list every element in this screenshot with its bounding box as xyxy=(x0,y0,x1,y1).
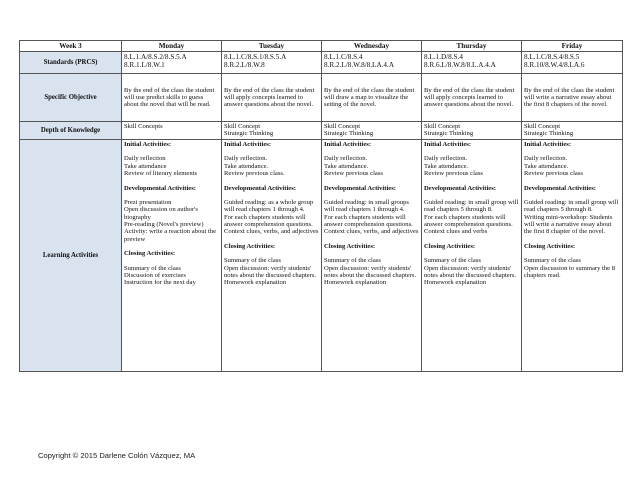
activities-cell-wednesday xyxy=(322,140,422,372)
section-spacer xyxy=(524,148,620,155)
initial-activity-item: Take attendance. xyxy=(524,162,569,170)
dok-item: Skill Concepts xyxy=(124,123,163,131)
section-spacer xyxy=(524,250,620,257)
standards-cell-monday xyxy=(122,52,222,74)
section-spacer xyxy=(324,250,419,257)
day-header-thursday: Thursday xyxy=(422,41,522,52)
closing-activity-item: Instruction for the next day xyxy=(124,279,196,287)
closing-activity-item: Open discussion: verify students' notes about the discussed chapters. xyxy=(224,264,317,279)
initial-activity-item: Daily reflection. xyxy=(524,155,568,163)
standards-cell-wednesday xyxy=(322,52,422,74)
dok-item: Skill Concept xyxy=(324,123,361,131)
developmental-activities-heading: Developmental Activities: xyxy=(324,184,396,192)
initial-activity-item: Daily reflection. xyxy=(224,155,268,163)
initial-activity-item: Review previous class xyxy=(424,170,483,178)
standards-cell-friday xyxy=(522,52,623,74)
developmental-activity-item: Guided reading: as a whole group will read chapters 1 through 4. xyxy=(224,198,314,214)
section-spacer xyxy=(124,178,219,185)
initial-activities-heading: Initial Activities: xyxy=(424,141,472,149)
section-spacer xyxy=(424,178,519,185)
dok-item: Strategic Thinking xyxy=(324,130,374,138)
section-spacer xyxy=(224,192,319,199)
section-spacer xyxy=(324,192,419,199)
standards-label: Standards (PRCS) xyxy=(20,52,122,74)
closing-activity-item: Summary of the class xyxy=(524,257,581,265)
standards-row xyxy=(20,52,623,74)
dok-cell-thursday xyxy=(422,122,522,140)
dok-item: Skill Concept xyxy=(224,123,261,131)
developmental-activity-item: Open discussion on author's biography xyxy=(124,206,198,221)
activities-row xyxy=(20,140,623,372)
section-spacer xyxy=(124,148,219,155)
day-header-wednesday: Wednesday xyxy=(322,41,422,52)
developmental-activity-item: Pre-reading (Novel's preview) xyxy=(124,221,204,229)
section-spacer xyxy=(524,192,620,199)
day-header-tuesday: Tuesday xyxy=(222,41,322,52)
developmental-activities-heading: Developmental Activities: xyxy=(524,184,596,192)
closing-activity-item: Homework explanation xyxy=(224,279,287,287)
initial-activity-item: Take attendance xyxy=(124,162,167,170)
copyright-notice: Copyright © 2015 Darlene Colón Vázquez, MA xyxy=(38,451,196,460)
standard-code: 8.L.1.A/8.S.2/8.S.5.A xyxy=(124,53,187,62)
initial-activity-item: Daily reflection xyxy=(124,155,166,163)
dok-item: Strategic Thinking xyxy=(424,130,474,138)
activities-label: Learning Activities xyxy=(20,140,122,372)
section-spacer xyxy=(224,148,319,155)
header-row xyxy=(20,41,623,52)
dok-item: Strategic Thinking xyxy=(224,130,274,138)
standard-code: 8.L.1.C/8.S.4 xyxy=(324,53,363,62)
standard-code: 8.L.1.C/8.S.4/8.S.5 xyxy=(524,53,580,62)
section-spacer xyxy=(524,178,620,185)
developmental-activity-item: Guided reading: in small group will read chapters 5 through 8. xyxy=(424,198,519,214)
developmental-activity-item: Guided reading: in small group will read chapters 5 through 8. xyxy=(524,198,619,214)
initial-activities-heading: Initial Activities: xyxy=(224,141,272,149)
dok-row xyxy=(20,122,623,140)
developmental-activity-item: Context clues, verbs, and adjectives xyxy=(324,228,419,236)
initial-activity-item: Review previous class xyxy=(524,170,583,178)
standard-code: 8.R.10/8.W.4/8.LA.6 xyxy=(524,61,585,70)
section-spacer xyxy=(324,178,419,185)
dok-item: Skill Concept xyxy=(424,123,461,131)
closing-activities-heading: Closing Activities: xyxy=(224,242,276,250)
standard-code: 8.L.1.D/8.S.4 xyxy=(424,53,463,62)
dok-cell-tuesday xyxy=(222,122,322,140)
objective-label: Specific Objective xyxy=(20,74,122,122)
section-spacer xyxy=(324,236,419,243)
section-spacer xyxy=(124,258,219,265)
lesson-plan-table xyxy=(19,40,623,372)
initial-activity-item: Take attendance. xyxy=(324,162,369,170)
objective-cell-friday: By the end of the class the student will write a narrative essay about the first 8 chapters of the novel. xyxy=(522,74,623,122)
closing-activity-item: Summary of the class xyxy=(424,257,481,265)
initial-activity-item: Daily reflection. xyxy=(324,155,368,163)
developmental-activity-item: For each chapters students will answer comprehension questions. xyxy=(224,213,313,229)
section-spacer xyxy=(424,192,519,199)
objective-cell-tuesday: By the end of the class the student will apply concepts learned to answer questions about the novel. xyxy=(222,74,322,122)
initial-activity-item: Take attendance. xyxy=(224,162,269,170)
section-spacer xyxy=(424,236,519,243)
developmental-activity-item: For each chapters students will answer comprehension questions. xyxy=(424,213,513,229)
initial-activity-item: Review previous class. xyxy=(224,170,285,178)
standards-cell-tuesday xyxy=(222,52,322,74)
developmental-activity-item: Context clues, verbs, and adjectives xyxy=(224,228,319,236)
initial-activity-item: Review of literary elements xyxy=(124,170,198,178)
closing-activity-item: Open discussion: verify students' notes about the discussed chapters. xyxy=(424,264,517,279)
closing-activities-heading: Closing Activities: xyxy=(424,242,476,250)
initial-activities-heading: Initial Activities: xyxy=(524,141,572,149)
week-label: Week 3 xyxy=(20,41,122,52)
closing-activity-item: Summary of the class xyxy=(224,257,281,265)
developmental-activity-item: Guided reading: in small groups will read chapters 1 through 4. xyxy=(324,198,409,214)
objective-row xyxy=(20,74,623,122)
developmental-activities-heading: Developmental Activities: xyxy=(124,184,196,192)
section-spacer xyxy=(424,250,519,257)
dok-cell-friday xyxy=(522,122,623,140)
closing-activities-heading: Closing Activities: xyxy=(524,242,576,250)
section-spacer xyxy=(224,236,319,243)
closing-activity-item: Open discussion: verify students' notes about the discussed chapters. xyxy=(324,264,417,279)
closing-activity-item: Discussion of exercises xyxy=(124,271,186,279)
activities-cell-thursday xyxy=(422,140,522,372)
developmental-activity-item: Context clues and verbs xyxy=(424,228,488,236)
closing-activity-item: Summary of the class xyxy=(324,257,381,265)
standard-code: 8.R.6.L/8.W.8/8.L.A.4.A xyxy=(424,61,496,70)
objective-cell-wednesday: By the end of the class the student will draw a map to visualize the setting of the novel. xyxy=(322,74,422,122)
developmental-activities-heading: Developmental Activities: xyxy=(424,184,496,192)
dok-cell-monday xyxy=(122,122,222,140)
dok-item: Strategic Thinking xyxy=(524,130,574,138)
section-spacer xyxy=(224,250,319,257)
activities-cell-monday xyxy=(122,140,222,372)
dok-cell-wednesday xyxy=(322,122,422,140)
closing-activity-item: Homework explanation xyxy=(324,279,387,287)
developmental-activity-item: Writing mini-workshop: Students will write a narrative essay about the first 8 chapter of the novel. xyxy=(524,213,613,236)
objective-cell-monday: By the end of the class the student will use predict skills to guess about the novel that will be read. xyxy=(122,74,222,122)
dok-label: Depth of Knowledge xyxy=(20,122,122,140)
section-spacer xyxy=(224,178,319,185)
initial-activities-heading: Initial Activities: xyxy=(324,141,372,149)
section-spacer xyxy=(424,148,519,155)
developmental-activity-item: For each chapters students will answer comprehension questions. xyxy=(324,213,413,229)
initial-activities-heading: Initial Activities: xyxy=(124,141,172,149)
closing-activities-heading: Closing Activities: xyxy=(324,242,376,250)
standard-code: 8.R.2.L/8.W.8/8.LA.4.A xyxy=(324,61,395,70)
developmental-activities-heading: Developmental Activities: xyxy=(224,184,296,192)
initial-activity-item: Review previous class xyxy=(324,170,383,178)
objective-cell-thursday: By the end of the class the student will apply concepts learned to answer questions about the novel. xyxy=(422,74,522,122)
standard-code: 8.R.2.L/8.W.8 xyxy=(224,61,265,70)
developmental-activity-item: Activity: write a reaction about the preview xyxy=(124,228,217,243)
day-header-monday: Monday xyxy=(122,41,222,52)
section-spacer xyxy=(124,192,219,199)
closing-activity-item: Homework explanation xyxy=(424,279,487,287)
closing-activity-item: Summary of the class xyxy=(124,264,181,272)
developmental-activity-item: Prezi presentation xyxy=(124,198,172,206)
closing-activity-item: Open discussion to summary the 8 chapters read. xyxy=(524,264,616,279)
standard-code: 8.L.1.C/8.S.1/8.S.5.A xyxy=(224,53,287,62)
section-spacer xyxy=(324,148,419,155)
initial-activity-item: Take attendance. xyxy=(424,162,469,170)
section-spacer xyxy=(524,236,620,243)
standards-cell-thursday xyxy=(422,52,522,74)
section-spacer xyxy=(124,243,219,250)
activities-cell-tuesday xyxy=(222,140,322,372)
initial-activity-item: Daily reflection. xyxy=(424,155,468,163)
activities-cell-friday xyxy=(522,140,623,372)
day-header-friday: Friday xyxy=(522,41,623,52)
dok-item: Skill Concept xyxy=(524,123,561,131)
standard-code: 8.R.1.L/8.W.1 xyxy=(124,61,165,70)
closing-activities-heading: Closing Activities: xyxy=(124,250,176,258)
